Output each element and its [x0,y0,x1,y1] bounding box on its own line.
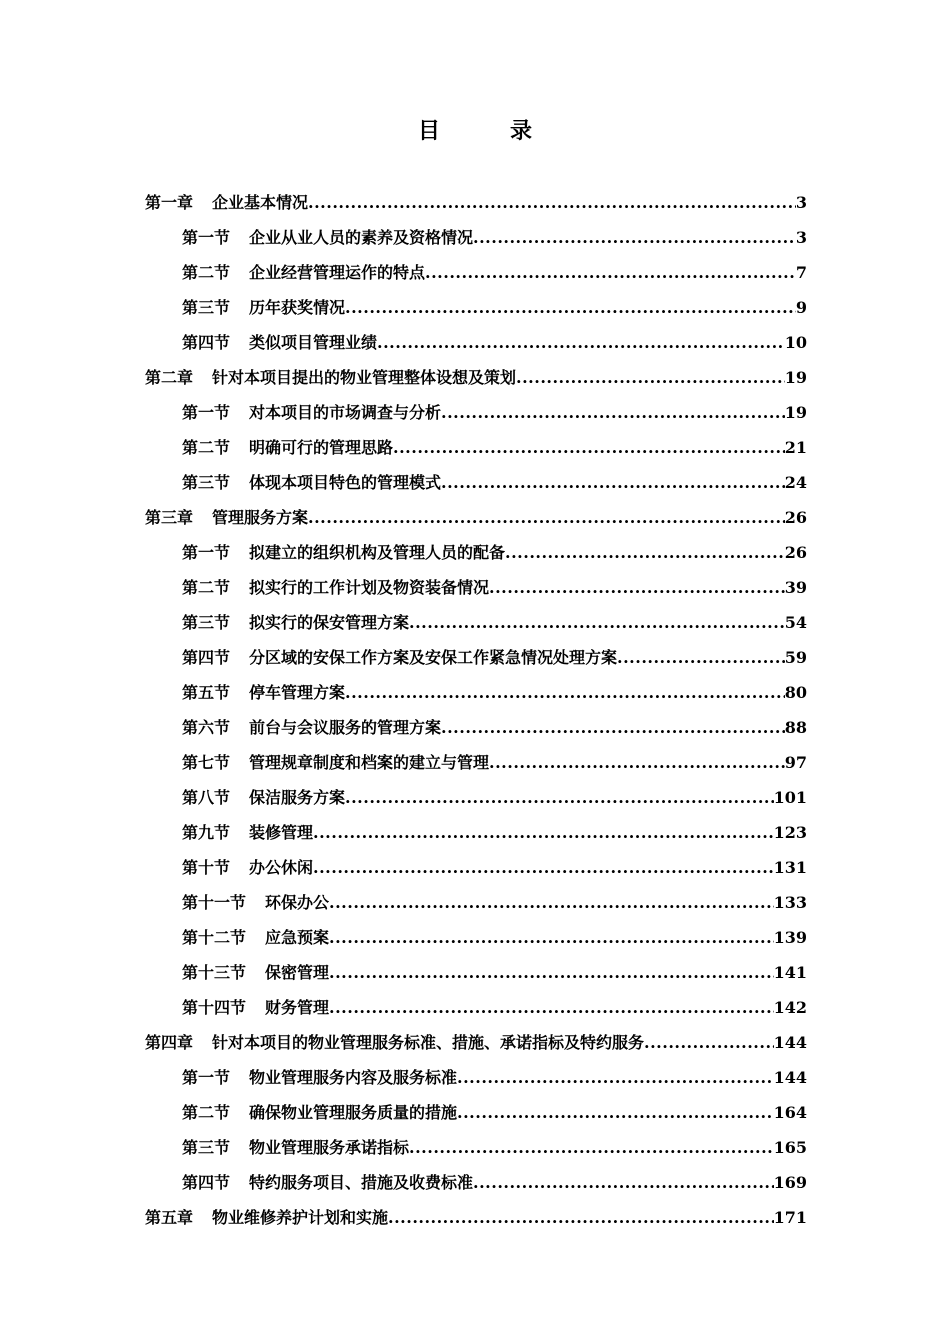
toc-section-entry[interactable] [145,850,807,885]
toc-page-number: 21 [784,438,807,457]
toc-page-number: 80 [784,683,807,702]
toc-page-number: 88 [784,718,807,737]
toc-dot-leader [617,640,785,675]
toc-section-entry[interactable] [145,570,807,605]
toc-page-number: 133 [773,893,807,912]
toc-entry-label: 第一节 [182,543,231,562]
toc-dot-leader [345,290,796,325]
toc-entry-label: 第一节 [182,403,231,422]
toc-section-entry[interactable] [145,955,807,990]
toc-page-number: 141 [773,963,807,982]
toc-section-entry[interactable] [145,605,807,640]
toc-section-entry[interactable] [145,920,807,955]
toc-entry-label: 第三节 [182,298,231,317]
toc-dot-leader [409,1130,774,1165]
toc-entry-label: 第十二节 [182,928,247,947]
toc-entry-title: 拟实行的工作计划及物资装备情况 [249,578,490,597]
toc-dot-leader [329,885,774,920]
toc-section-entry[interactable] [145,640,807,675]
toc-entry-title: 物业管理服务内容及服务标准 [249,1068,458,1087]
toc-section-entry[interactable] [145,220,807,255]
toc-section-entry[interactable] [145,885,807,920]
toc-page-number: 24 [784,473,807,492]
toc-page-number: 144 [773,1033,807,1052]
toc-entry-title: 物业管理服务承诺指标 [249,1138,410,1157]
toc-section-entry[interactable] [145,990,807,1025]
toc-entry-title: 装修管理 [249,823,314,842]
toc-entry-title: 企业经营管理运作的特点 [249,263,426,282]
toc-page-number: 19 [784,368,807,387]
toc-section-entry[interactable] [145,745,807,780]
toc-entry-label: 第九节 [182,823,231,842]
toc-page-number: 10 [784,333,807,352]
toc-entry-label: 第四节 [182,333,231,352]
toc-entry-label: 第二节 [182,263,231,282]
toc-entry-title: 分区域的安保工作方案及安保工作紧急情况处理方案 [249,648,618,667]
toc-entry-title: 针对本项目提出的物业管理整体设想及策划 [212,368,517,387]
toc-entry-title: 拟实行的保安管理方案 [249,613,410,632]
toc-entry-label: 第四节 [182,648,231,667]
toc-entry-title: 历年获奖情况 [249,298,346,317]
toc-entry-label: 第十节 [182,858,231,877]
toc-page-number: 3 [795,193,807,212]
toc-dot-leader [393,430,785,465]
toc-entry-label: 第一节 [182,1068,231,1087]
toc-entry-title: 明确可行的管理思路 [249,438,394,457]
toc-entry-title: 企业基本情况 [212,193,309,212]
toc-dot-leader [441,465,785,500]
toc-entry-label: 第十三节 [182,963,247,982]
toc-page-number: 7 [795,263,807,282]
toc-dot-leader [457,1060,774,1095]
toc-entry-title: 体现本项目特色的管理模式 [249,473,442,492]
toc-page-number: 144 [773,1068,807,1087]
toc-section-entry[interactable] [145,815,807,850]
toc-entry-label: 第一节 [182,228,231,247]
toc-page-number: 54 [784,613,807,632]
toc-entry-label: 第三节 [182,1138,231,1157]
toc-page-number: 19 [784,403,807,422]
toc-entry-label: 第四章 [145,1033,194,1052]
toc-entry-title: 针对本项目的物业管理服务标准、措施、承诺指标及特约服务 [212,1033,645,1052]
toc-entry-title: 环保办公 [265,893,330,912]
toc-section-entry[interactable] [145,1060,807,1095]
toc-chapter-entry[interactable] [145,1200,807,1235]
toc-page-number: 3 [795,228,807,247]
toc-dot-leader [441,710,785,745]
toc-entry-title: 财务管理 [265,998,330,1017]
toc-entry-title: 停车管理方案 [249,683,346,702]
toc-section-entry[interactable] [145,1165,807,1200]
toc-dot-leader [308,185,796,220]
toc-page-number: 142 [773,998,807,1017]
toc-dot-leader [313,815,774,850]
toc-entry-label: 第五章 [145,1208,194,1227]
toc-page-number: 59 [784,648,807,667]
toc-dot-leader [425,255,796,290]
toc-entry-label: 第七节 [182,753,231,772]
toc-entry-label: 第二节 [182,1103,231,1122]
toc-entry-title: 保密管理 [265,963,330,982]
toc-page-number: 169 [773,1173,807,1192]
toc-entry-title: 管理服务方案 [212,508,309,527]
toc-entry-title: 特约服务项目、措施及收费标准 [249,1173,474,1192]
toc-dot-leader [345,675,785,710]
toc-page-number: 131 [773,858,807,877]
toc-section-entry[interactable] [145,325,807,360]
toc-section-entry[interactable] [145,675,807,710]
toc-page-number: 101 [773,788,807,807]
toc-entry-label: 第五节 [182,683,231,702]
toc-chapter-entry[interactable] [145,185,807,220]
toc-entry-label: 第十一节 [182,893,247,912]
toc-dot-leader [329,955,774,990]
toc-entry-title: 应急预案 [265,928,330,947]
toc-entry-label: 第二节 [182,438,231,457]
toc-dot-leader [473,1165,774,1200]
toc-page-number: 97 [784,753,807,772]
toc-entry-title: 拟建立的组织机构及管理人员的配备 [249,543,506,562]
toc-entry-label: 第三节 [182,473,231,492]
toc-page-number: 171 [773,1208,807,1227]
toc-section-entry[interactable] [145,535,807,570]
toc-dot-leader [473,220,796,255]
toc-page-number: 165 [773,1138,807,1157]
toc-entry-label: 第十四节 [182,998,247,1017]
toc-entry-label: 第三节 [182,613,231,632]
toc-title: 目 录 [417,118,556,144]
toc-dot-leader [329,990,774,1025]
toc-page-number: 164 [773,1103,807,1122]
toc-dot-leader [329,920,774,955]
toc-dot-leader [345,780,774,815]
toc-chapter-entry[interactable] [145,500,807,535]
toc-entry-title: 企业从业人员的素养及资格情况 [249,228,474,247]
toc-dot-leader [505,535,785,570]
toc-dot-leader [441,395,785,430]
toc-entry-title: 类似项目管理业绩 [249,333,378,352]
toc-page-number: 123 [773,823,807,842]
toc-dot-leader [457,1095,774,1130]
toc-section-entry[interactable] [145,1130,807,1165]
toc-entry-title: 物业维修养护计划和实施 [212,1208,389,1227]
toc-entry-label: 第一章 [145,193,194,212]
toc-page-number: 139 [773,928,807,947]
toc-entry-label: 第三章 [145,508,194,527]
toc-entry-title: 对本项目的市场调查与分析 [249,403,442,422]
toc-section-entry[interactable] [145,395,807,430]
table-of-contents [145,185,807,1235]
toc-entry-title: 保洁服务方案 [249,788,346,807]
toc-dot-leader [409,605,785,640]
toc-section-entry[interactable] [145,780,807,815]
toc-entry-title: 办公休闲 [249,858,314,877]
toc-entry-label: 第八节 [182,788,231,807]
toc-dot-leader [489,570,785,605]
toc-page-number: 26 [784,543,807,562]
toc-chapter-entry[interactable] [145,1025,807,1060]
toc-entry-title: 确保物业管理服务质量的措施 [249,1103,458,1122]
toc-chapter-entry[interactable] [145,360,807,395]
toc-dot-leader [644,1025,774,1060]
toc-page-number: 26 [784,508,807,527]
toc-dot-leader [308,500,785,535]
toc-section-entry[interactable] [145,465,807,500]
toc-entry-title: 管理规章制度和档案的建立与管理 [249,753,490,772]
toc-page-number: 9 [795,298,807,317]
toc-dot-leader [516,360,785,395]
toc-entry-label: 第二章 [145,368,194,387]
toc-dot-leader [489,745,785,780]
toc-page-number: 39 [784,578,807,597]
toc-entry-label: 第四节 [182,1173,231,1192]
toc-section-entry[interactable] [145,430,807,465]
toc-dot-leader [313,850,774,885]
toc-entry-title: 前台与会议服务的管理方案 [249,718,442,737]
toc-dot-leader [388,1200,774,1235]
toc-dot-leader [377,325,785,360]
toc-section-entry[interactable] [145,290,807,325]
toc-section-entry[interactable] [145,1095,807,1130]
toc-section-entry[interactable] [145,710,807,745]
toc-entry-label: 第二节 [182,578,231,597]
toc-entry-label: 第六节 [182,718,231,737]
toc-section-entry[interactable] [145,255,807,290]
